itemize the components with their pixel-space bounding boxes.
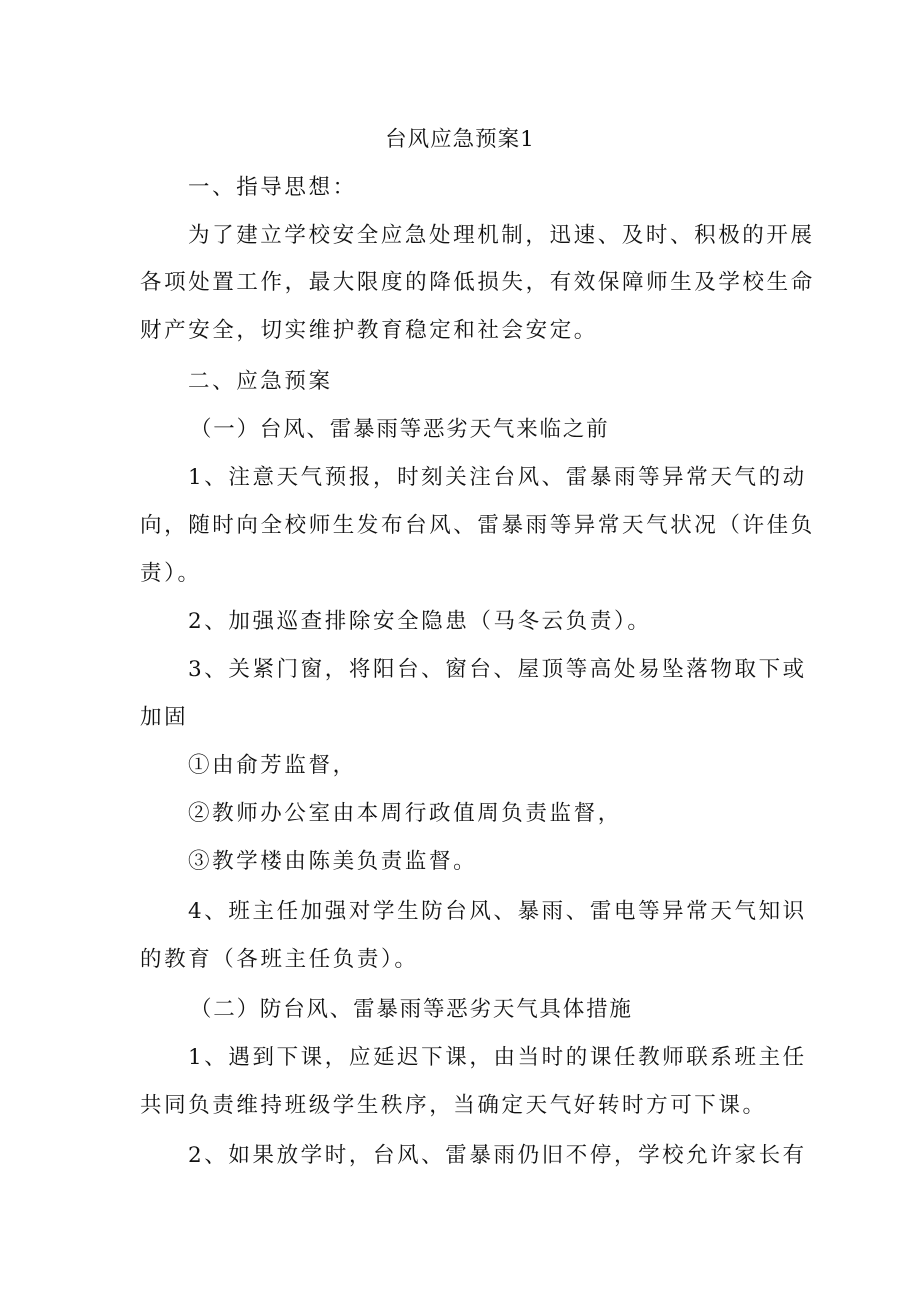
subsection-heading-measures: （二）防台风、雷暴雨等恶劣天气具体措施 <box>190 997 633 1022</box>
paragraph-line: 财产安全，切实维护教育稳定和社会安定。 <box>140 318 598 343</box>
subsection-heading-before-weather: （一）台风、雷暴雨等恶劣天气来临之前 <box>190 417 610 442</box>
section-heading-emergency-plan: 二、应急预案 <box>188 369 333 394</box>
paragraph-line: 责）。 <box>140 561 202 586</box>
paragraph-line: 3、关紧门窗，将阳台、窗台、屋顶等高处易坠落物取下或 <box>188 657 807 682</box>
section-heading-guiding-ideology: 一、指导思想： <box>188 175 357 200</box>
paragraph-line: 2、加强巡查排除安全隐患（马冬云负责）。 <box>188 609 652 634</box>
paragraph-line: 1、注意天气预报，时刻关注台风、雷暴雨等异常天气的动 <box>188 465 807 490</box>
paragraph-line: 加固 <box>140 705 189 730</box>
list-item: ②教师办公室由本周行政值周负责监督， <box>188 801 622 826</box>
paragraph-line: 向，随时向全校师生发布台风、雷暴雨等异常天气状况（许佳负 <box>140 513 815 538</box>
document-title: 台风应急预案1 <box>385 127 535 152</box>
list-item: ①由俞芳监督， <box>188 753 357 778</box>
paragraph-line: 为了建立学校安全应急处理机制，迅速、及时、积极的开展 <box>188 223 815 248</box>
paragraph-line: 的教育（各班主任负责）。 <box>140 947 419 972</box>
paragraph-line: 2、如果放学时，台风、雷暴雨仍旧不停，学校允许家长有 <box>188 1143 807 1168</box>
paragraph-line: 各项处置工作，最大限度的降低损失，有效保障师生及学校生命 <box>140 270 815 295</box>
paragraph-line: 4、班主任加强对学生防台风、暴雨、雷电等异常天气知识 <box>188 899 807 924</box>
paragraph-line: 1、遇到下课，应延迟下课，由当时的课任教师联系班主任 <box>188 1045 807 1070</box>
paragraph-line: 共同负责维持班级学生秩序，当确定天气好转时方可下课。 <box>140 1093 767 1118</box>
list-item: ③教学楼由陈美负责监督。 <box>188 849 478 874</box>
